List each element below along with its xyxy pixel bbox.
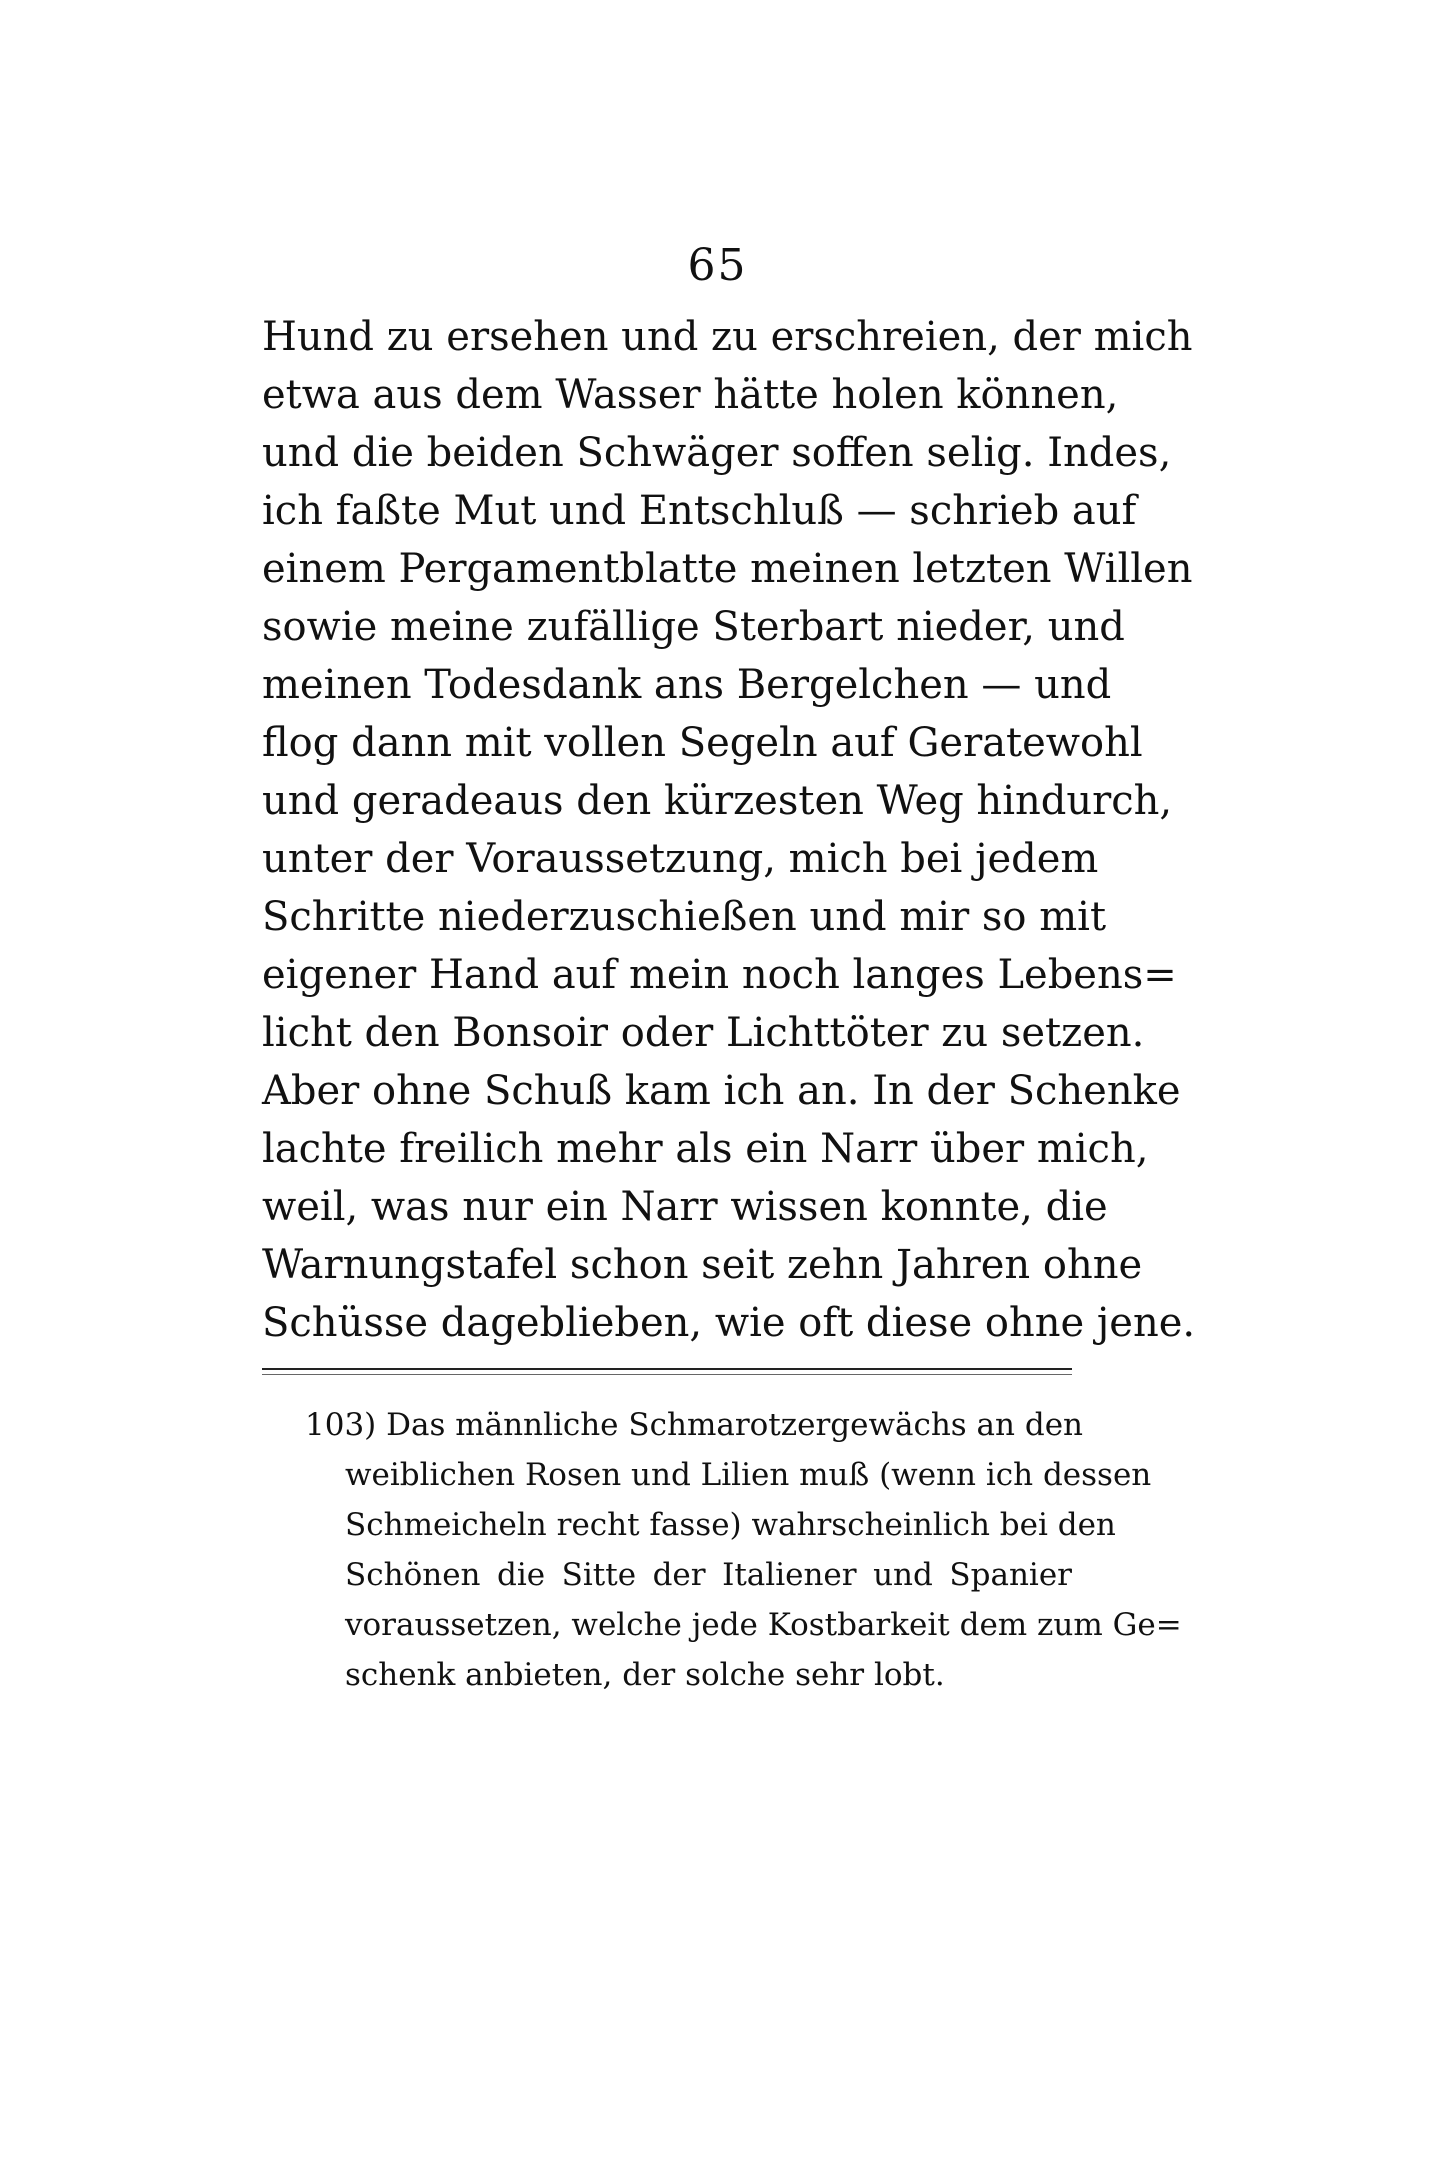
footnote-divider (262, 1368, 1072, 1370)
footnote-line: Schönen die Sitte der Italiener und Spanier (345, 1557, 1072, 1593)
footnote-line: weiblichen Rosen und Lilien muß (wenn ich dessen (345, 1457, 1152, 1493)
text-line: etwa aus dem Wasser hätte holen können, (262, 372, 1119, 418)
text-line: meinen Todesdank ans Bergelchen — und (262, 662, 1112, 708)
text-line: licht den Bonsoir oder Lichttöter zu setzen. (262, 1010, 1145, 1056)
footnote-line: Schmeicheln recht fasse) wahrscheinlich bei den (345, 1507, 1116, 1543)
text-line: weil, was nur ein Narr wissen konnte, die (262, 1184, 1108, 1230)
text-line: eigener Hand auf mein noch langes Lebens= (262, 952, 1177, 998)
footnote (305, 1400, 1182, 1700)
page-number: 65 (687, 240, 748, 291)
text-line: Aber ohne Schuß kam ich an. In der Schenke (262, 1068, 1181, 1114)
footnote-divider-thin (262, 1374, 1072, 1375)
main-text (262, 308, 1196, 1352)
footnote-line: schenk anbieten, der solche sehr lobt. (345, 1657, 945, 1693)
text-line: unter der Voraussetzung, mich bei jedem (262, 836, 1099, 882)
footnote-line: voraussetzen, welche jede Kostbarkeit dem zum Ge= (345, 1607, 1182, 1643)
text-line: Schüsse dageblieben, wie oft diese ohne jene. (262, 1300, 1196, 1346)
text-line: und geradeaus den kürzesten Weg hindurch, (262, 778, 1173, 824)
text-line: Warnungstafel schon seit zehn Jahren ohne (262, 1242, 1143, 1288)
text-line: flog dann mit vollen Segeln auf Geratewohl (262, 720, 1143, 766)
text-line: lachte freilich mehr als ein Narr über mich, (262, 1126, 1149, 1172)
text-line: sowie meine zufällige Sterbart nieder, und (262, 604, 1125, 650)
text-line: Hund zu ersehen und zu erschreien, der mich (262, 314, 1193, 360)
footnote-line: 103) Das männliche Schmarotzergewächs an den (305, 1407, 1084, 1443)
text-line: einem Pergamentblatte meinen letzten Willen (262, 546, 1193, 592)
text-line: ich faßte Mut und Entschluß — schrieb auf (262, 488, 1137, 534)
text-line: und die beiden Schwäger soffen selig. Indes, (262, 430, 1172, 476)
text-line: Schritte niederzuschießen und mir so mit (262, 894, 1107, 940)
